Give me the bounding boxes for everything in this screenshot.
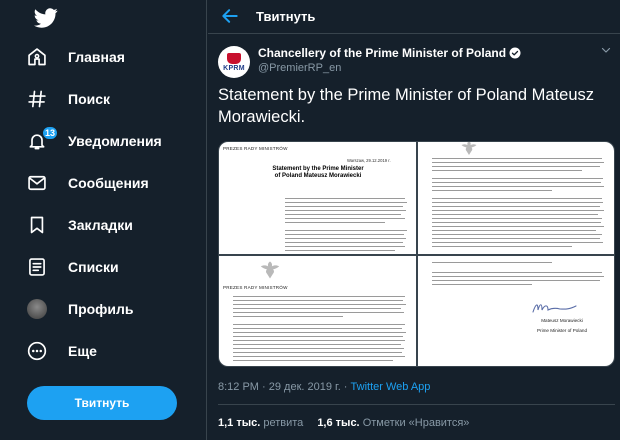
text-line	[432, 242, 603, 243]
text-line	[233, 324, 405, 325]
profile-icon-wrap	[26, 298, 48, 320]
notification-badge: 13	[42, 126, 58, 140]
doc-title: Statement by the Prime Minister of Poland Mateusz Morawiecki	[272, 166, 364, 179]
text-line	[233, 360, 393, 361]
text-line	[285, 250, 395, 251]
text-line	[432, 186, 604, 187]
arrow-left-icon[interactable]	[220, 6, 240, 26]
text-line	[285, 210, 406, 211]
text-line	[432, 178, 603, 179]
text-line	[233, 340, 405, 341]
signature-title: Prime Minister of Poland	[536, 328, 588, 333]
tweet-timestamp[interactable]: 8:12 PM · 29 дек. 2019 г.	[218, 381, 341, 393]
text-line	[432, 234, 602, 235]
text-line	[432, 166, 600, 167]
tweet-meta	[218, 381, 430, 393]
text-line	[285, 198, 405, 199]
text-line	[285, 234, 404, 235]
retweets-stat[interactable]	[218, 417, 303, 429]
text-line	[432, 284, 532, 285]
text-line	[432, 272, 602, 273]
nav-notifications-label: Уведомления	[68, 133, 162, 149]
text-line	[285, 242, 403, 243]
text-line	[285, 246, 405, 247]
text-line	[233, 348, 404, 349]
bell-icon	[26, 128, 56, 152]
nav-more-label: Еще	[68, 343, 97, 359]
nav-messages[interactable]	[26, 166, 149, 200]
text-line	[432, 170, 582, 171]
text-line	[233, 356, 405, 357]
nav-bookmarks-label: Закладки	[68, 217, 133, 233]
nav-bookmarks[interactable]	[26, 208, 133, 242]
doc-header: PREZES RADY MINISTRÓW	[223, 285, 288, 290]
bookmark-icon	[26, 214, 48, 236]
likes-count: 1,6 тыс.	[317, 417, 360, 429]
twitter-bird-icon[interactable]	[34, 6, 58, 30]
media-page-1[interactable]	[219, 142, 416, 254]
avatar-logo-text: KPRM	[223, 64, 245, 72]
home-icon	[26, 46, 48, 68]
text-line	[285, 230, 407, 231]
text-line	[285, 218, 405, 219]
nav-notifications[interactable]	[26, 124, 162, 158]
more-circle-icon	[26, 340, 48, 362]
nav-home-label: Главная	[68, 49, 125, 65]
tweet-stats	[218, 417, 469, 429]
sidebar	[0, 0, 207, 440]
text-line	[233, 352, 402, 353]
text-line	[432, 190, 552, 191]
retweets-label: ретвита	[263, 417, 304, 429]
text-line	[233, 316, 343, 317]
signature-icon	[530, 300, 580, 316]
eagle-emblem-icon	[227, 53, 241, 64]
likes-label: Отметки «Нравится»	[362, 417, 470, 429]
nav-home[interactable]	[26, 40, 125, 74]
nav-messages-label: Сообщения	[68, 175, 149, 191]
author-name-text: Chancellery of the Prime Minister of Poland	[258, 46, 507, 60]
author-avatar[interactable]	[218, 46, 250, 78]
nav-profile[interactable]	[26, 292, 134, 326]
text-line	[233, 304, 406, 305]
media-page-2[interactable]	[418, 142, 615, 254]
text-line	[432, 182, 601, 183]
text-line	[233, 308, 401, 309]
text-line	[233, 332, 406, 333]
text-line	[432, 198, 602, 199]
text-line	[285, 214, 401, 215]
text-line	[432, 222, 601, 223]
text-line	[432, 238, 600, 239]
avatar	[27, 299, 47, 319]
text-line	[285, 222, 385, 223]
nav-search-label: Поиск	[68, 91, 111, 107]
text-line	[285, 206, 403, 207]
text-line	[285, 202, 407, 203]
text-line	[432, 210, 604, 211]
tweet-text: Statement by the Prime Minister of Poland Mateusz Morawiecki.	[218, 86, 595, 126]
meta-separator: ·	[340, 381, 351, 393]
divider	[218, 404, 615, 405]
tweet-media[interactable]	[218, 141, 615, 367]
main-column	[208, 0, 620, 440]
doc-header: PREZES RADY MINISTRÓW	[223, 146, 288, 151]
nav-more[interactable]	[26, 334, 97, 368]
text-line	[432, 202, 603, 203]
list-icon	[26, 256, 48, 278]
text-line	[432, 218, 602, 219]
nav-profile-label: Профиль	[68, 301, 134, 317]
text-line	[432, 262, 552, 263]
signature-name: Mateusz Morawiecki	[541, 318, 583, 323]
text-line	[432, 230, 596, 231]
nav-lists[interactable]	[26, 250, 119, 284]
text-line	[233, 312, 404, 313]
hashtag-icon	[26, 88, 48, 110]
text-line	[233, 344, 401, 345]
chevron-down-icon[interactable]	[600, 44, 612, 56]
media-page-4[interactable]	[418, 256, 615, 367]
tweet-source-link[interactable]: Twitter Web App	[350, 381, 431, 393]
text-line	[432, 226, 604, 227]
header	[208, 0, 620, 34]
text-line	[233, 296, 405, 297]
author-name[interactable]	[258, 46, 521, 60]
text-line	[432, 162, 604, 163]
text-line	[432, 276, 604, 277]
text-line	[432, 158, 602, 159]
tweet-button[interactable]: Твитнуть	[27, 386, 177, 420]
text-line	[432, 246, 572, 247]
author-handle[interactable]: @PremierRP_en	[258, 62, 342, 74]
text-line	[432, 206, 600, 207]
nav-search[interactable]	[26, 82, 110, 116]
media-page-3[interactable]	[219, 256, 416, 367]
eagle-emblem-icon	[460, 142, 478, 156]
nav-lists-label: Списки	[68, 259, 119, 275]
page-title: Твитнуть	[256, 9, 316, 24]
retweets-count: 1,1 тыс.	[218, 417, 261, 429]
text-line	[233, 328, 402, 329]
envelope-icon	[26, 172, 48, 194]
text-line	[233, 300, 403, 301]
text-line	[432, 280, 600, 281]
text-line	[285, 238, 406, 239]
likes-stat[interactable]	[317, 417, 469, 429]
doc-date: Warszaw, 29.12.2019 r.	[347, 158, 391, 163]
eagle-emblem-icon	[259, 260, 281, 280]
text-line	[233, 336, 403, 337]
verified-badge-icon	[509, 47, 521, 59]
text-line	[432, 214, 598, 215]
